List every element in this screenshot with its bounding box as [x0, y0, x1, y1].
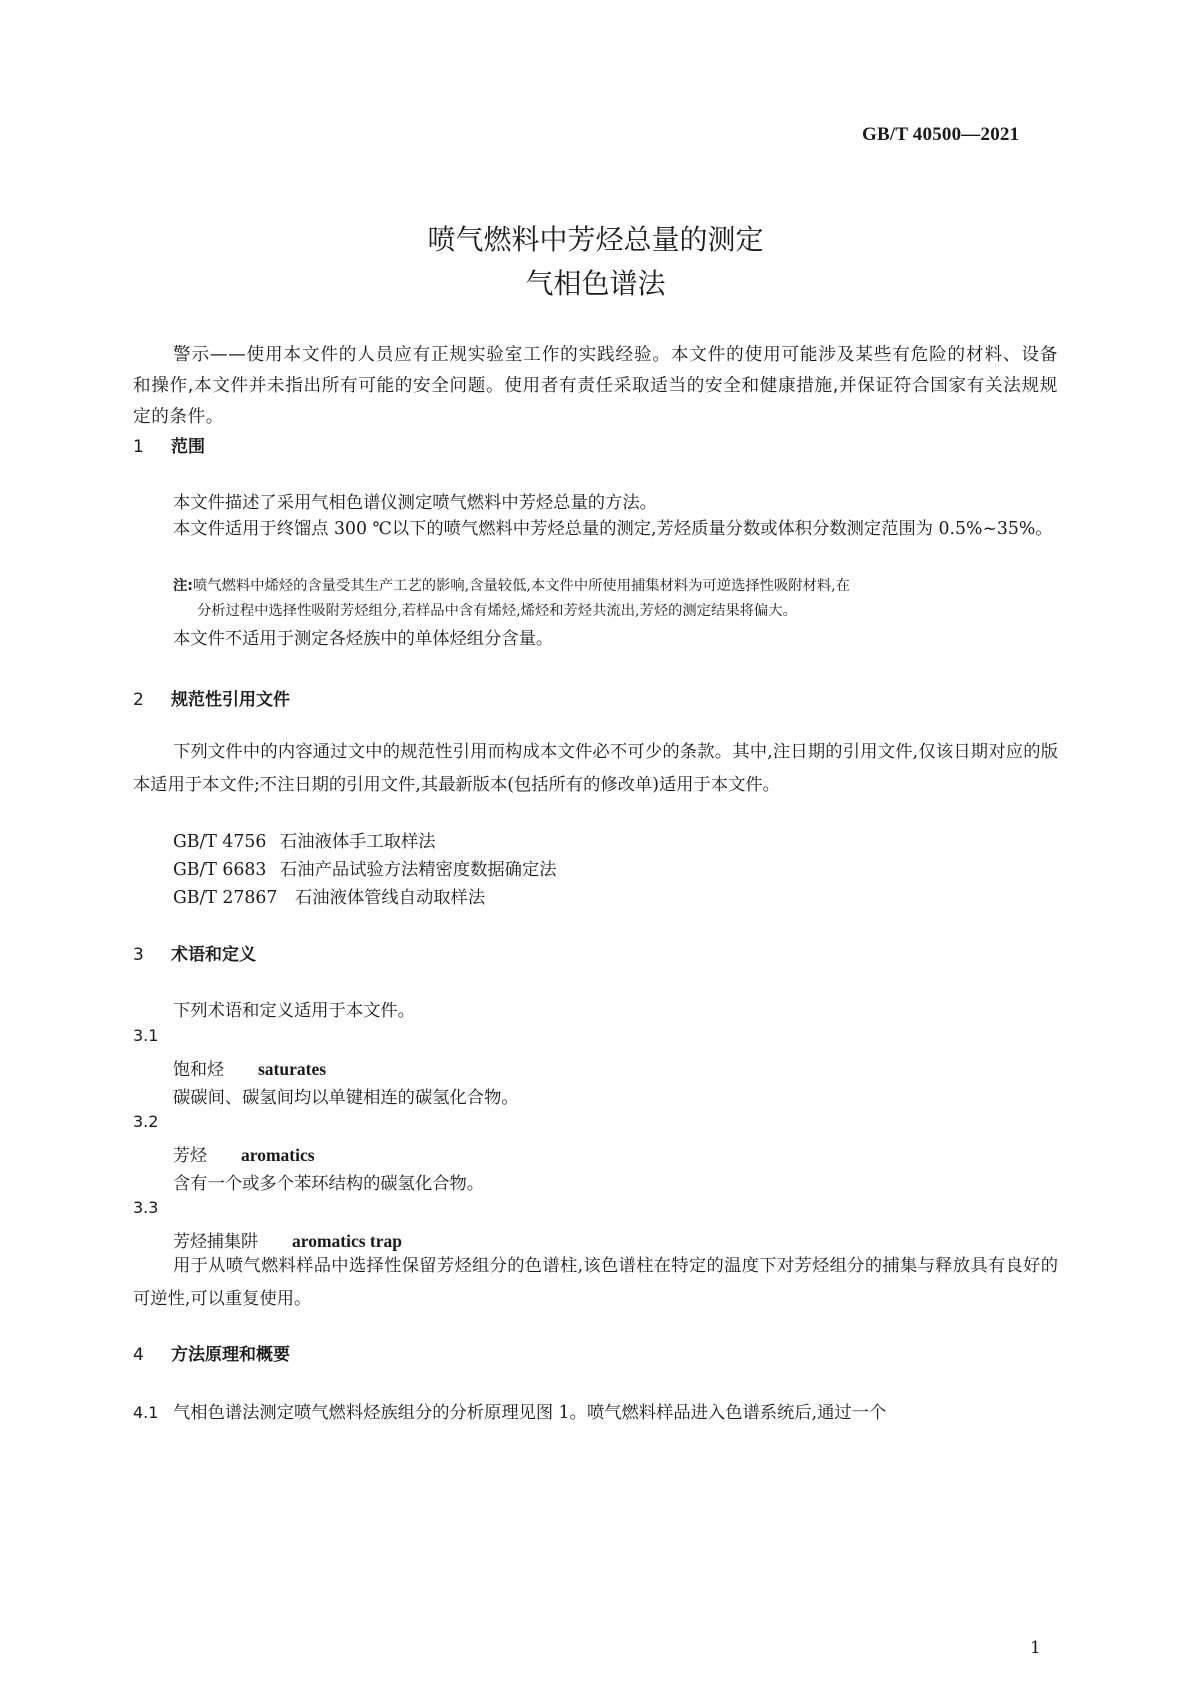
term-number: 3.3: [133, 1198, 159, 1217]
term-heading: [173, 1227, 402, 1252]
scope-note: [173, 575, 850, 595]
scope-paragraph-3: 本文件不适用于测定各烃族中的单体烃组分含量。: [173, 629, 554, 649]
term-heading: [173, 1055, 326, 1080]
warning-paragraph: 警示——使用本文件的人员应有正规实验室工作的实践经验。本文件的使用可能涉及某些有危险的材料、设备和操作,本文件并未指出所有可能的安全问题。使用者有责任采取适当的安全和健康措施,并保证符合国家有关法规规定的条件。: [133, 345, 1058, 427]
clause-4-1: [133, 1398, 886, 1423]
note-text-line-2: 分析过程中选择性吸附芳烃组分,若样品中含有烯烃,烯烃和芳烃共流出,芳烃的测定结果将偏大。: [197, 603, 797, 619]
term-en: aromatics: [241, 1145, 315, 1165]
section-heading-method-principle: [133, 1340, 290, 1365]
terms-intro: 下列术语和定义适用于本文件。: [173, 1001, 415, 1021]
term-definition: 用于从喷气燃料样品中选择性保留芳烃组分的色谱柱,该色谱柱在特定的温度下对芳烃组分的捕集与释放具有良好的可逆性,可以重复使用。: [133, 1256, 1058, 1309]
term-zh: 饱和烃: [173, 1060, 224, 1080]
reference-item: [173, 883, 485, 908]
section-title: 方法原理和概要: [171, 1345, 290, 1365]
reference-title: 石油产品试验方法精密度数据确定法: [280, 860, 557, 880]
scope-paragraph-1: 本文件描述了采用气相色谱仪测定喷气燃料中芳烃总量的方法。: [173, 493, 657, 513]
term-zh: 芳烃: [173, 1146, 207, 1166]
reference-item: [173, 827, 436, 852]
reference-code: GB/T 4756: [173, 832, 267, 852]
term-en: aromatics trap: [292, 1231, 402, 1251]
term-definition: 含有一个或多个苯环结构的碳氢化合物。: [173, 1174, 485, 1194]
scope-paragraph-2: 本文件适用于终馏点 300 ℃以下的喷气燃料中芳烃总量的测定,芳烃质量分数或体积分数测定范围为 0.5%~35%。: [173, 519, 1053, 539]
term-definition: 碳碳间、碳氢间均以单键相连的碳氢化合物。: [173, 1088, 519, 1108]
section-heading-normative-references: [133, 685, 290, 710]
term-number: 3.1: [133, 1026, 159, 1045]
section-heading-terms: [133, 940, 256, 965]
section-title: 规范性引用文件: [171, 690, 290, 710]
reference-item: [173, 855, 557, 880]
reference-code: GB/T 6683: [173, 860, 267, 880]
reference-title: 石油液体管线自动取样法: [295, 888, 486, 908]
term-en: saturates: [258, 1059, 327, 1079]
document-subtitle: 气相色谱法: [525, 267, 666, 300]
section-number: 4: [133, 1345, 144, 1365]
term-zh: 芳烃捕集阱: [173, 1232, 258, 1252]
clause-text: 气相色谱法测定喷气燃料烃族组分的分析原理见图 1。喷气燃料样品进入色谱系统后,通过一个: [173, 1403, 887, 1423]
document-title: 喷气燃料中芳烃总量的测定: [427, 223, 764, 256]
note-label: 注:: [173, 578, 194, 594]
section-title: 范围: [171, 437, 205, 457]
reference-title: 石油液体手工取样法: [280, 832, 436, 852]
note-text-line-1: 喷气燃料中烯烃的含量受其生产工艺的影响,含量较低,本文件中所使用捕集材料为可逆选择性吸附材料,在: [193, 578, 851, 594]
clause-number: 4.1: [133, 1403, 159, 1422]
page-number: 1: [1030, 1638, 1041, 1658]
section-number: 1: [133, 437, 144, 457]
references-intro-paragraph: 下列文件中的内容通过文中的规范性引用而构成本文件必不可少的条款。其中,注日期的引用文件,仅该日期对应的版本适用于本文件;不注日期的引用文件,其最新版本(包括所有的修改单)适用于本文件。: [133, 742, 1058, 795]
section-heading-scope: [133, 432, 205, 457]
section-title: 术语和定义: [171, 945, 256, 965]
standard-number: GB/T 40500—2021: [862, 124, 1020, 145]
term-number: 3.2: [133, 1112, 159, 1131]
reference-code: GB/T 27867: [173, 888, 278, 908]
term-heading: [173, 1141, 315, 1166]
section-number: 2: [133, 690, 144, 710]
section-number: 3: [133, 945, 144, 965]
